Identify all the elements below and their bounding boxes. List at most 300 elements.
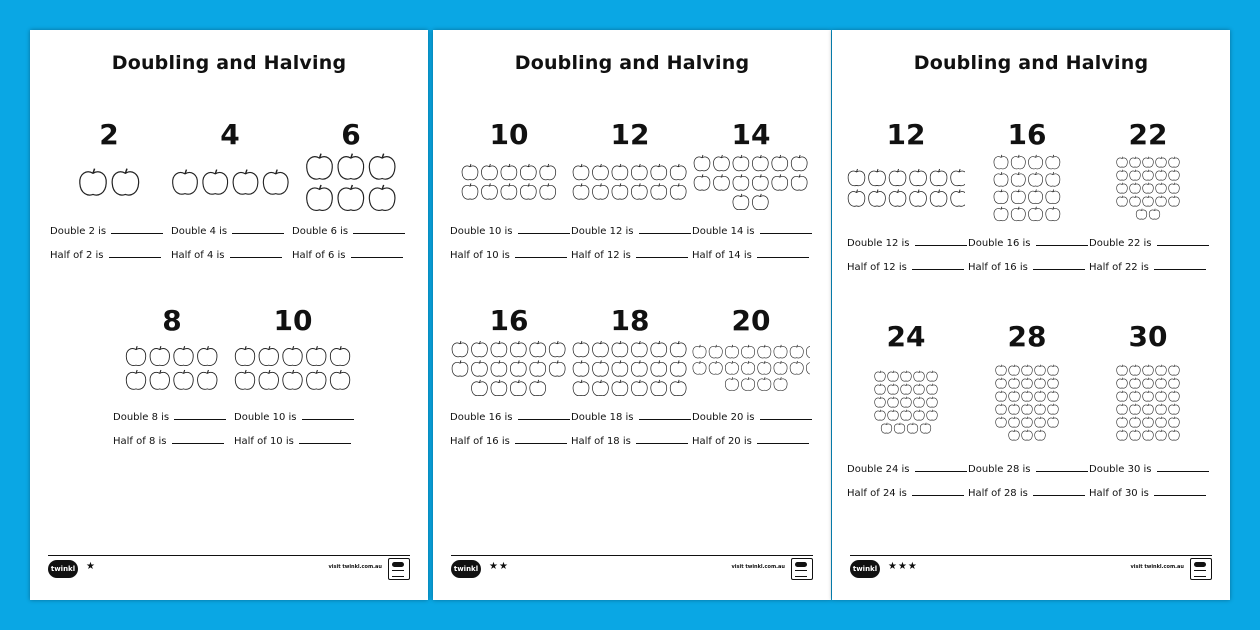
answer-blank[interactable] — [232, 223, 284, 234]
apple-icon — [901, 410, 912, 421]
answer-blank[interactable] — [912, 259, 964, 270]
apple-icon — [472, 341, 488, 357]
answer-blank[interactable] — [111, 223, 163, 234]
apple-icon — [1011, 172, 1025, 186]
apple-icon — [772, 174, 788, 190]
double-prompt: Double 22 is — [1089, 232, 1207, 256]
apple-icon — [927, 384, 938, 395]
apple-icon — [651, 341, 667, 357]
apple-group — [692, 338, 810, 398]
apple-icon — [1046, 155, 1060, 169]
apple-icon — [1009, 416, 1020, 427]
apple-group — [113, 338, 231, 398]
apple-icon — [714, 174, 730, 190]
apple-icon — [1046, 172, 1060, 186]
apple-icon — [127, 346, 146, 365]
apple-icon — [1035, 390, 1046, 401]
apple-icon — [914, 384, 925, 395]
apple-group — [571, 152, 689, 212]
apple-icon — [612, 360, 628, 376]
problem-number: 12 — [610, 118, 650, 151]
answer-blank[interactable] — [757, 247, 809, 258]
double-prompt: Double 16 is — [968, 232, 1086, 256]
apple-icon — [725, 378, 738, 391]
apple-grid — [78, 167, 140, 197]
apple-icon — [996, 377, 1007, 388]
apple-icon — [1143, 196, 1154, 207]
apple-icon — [1029, 207, 1043, 221]
apple-icon — [1046, 190, 1060, 204]
apple-icon — [1130, 403, 1141, 414]
problem-cell — [113, 304, 231, 454]
answer-blank[interactable] — [302, 409, 354, 420]
apple-icon — [910, 190, 927, 207]
apple-icon — [452, 360, 468, 376]
worksheet-1 — [30, 30, 428, 600]
problem-cell — [968, 118, 1086, 280]
apple-icon — [733, 155, 749, 171]
apple-icon — [994, 190, 1008, 204]
apple-icon — [150, 370, 169, 389]
apple-icon — [236, 370, 255, 389]
apple-icon — [331, 346, 350, 365]
half-prompt: Half of 6 is — [292, 244, 410, 268]
answer-blank[interactable] — [351, 247, 403, 258]
site-url: visit twinkl.com.au — [328, 564, 382, 570]
problem-cell — [450, 118, 568, 268]
apple-icon — [927, 371, 938, 382]
problem-number: 18 — [610, 304, 650, 337]
apple-icon — [741, 378, 754, 391]
apple-icon — [112, 169, 138, 195]
apple-icon — [671, 379, 687, 395]
double-prompt: Double 18 is — [571, 406, 689, 430]
apple-icon — [1022, 377, 1033, 388]
apple-grid — [692, 344, 810, 391]
apple-icon — [741, 361, 754, 374]
apple-icon — [709, 361, 722, 374]
problem-number: 10 — [273, 304, 313, 337]
answer-blank[interactable] — [912, 485, 964, 496]
answer-blank[interactable] — [915, 461, 967, 472]
apple-grid — [847, 168, 965, 208]
apple-icon — [792, 174, 808, 190]
apple-icon — [511, 341, 527, 357]
half-prompt: Half of 12 is — [847, 256, 965, 280]
apple-icon — [875, 371, 886, 382]
apple-grid — [572, 340, 687, 397]
apple-icon — [714, 155, 730, 171]
apple-icon — [1130, 157, 1141, 168]
apple-icon — [198, 346, 217, 365]
apple-icon — [790, 361, 803, 374]
apple-icon — [1136, 209, 1147, 220]
half-prompt: Half of 10 is — [234, 430, 352, 454]
apple-icon — [806, 345, 810, 358]
apple-icon — [894, 423, 905, 434]
apple-group — [450, 338, 568, 398]
apple-icon — [573, 360, 589, 376]
answer-blank[interactable] — [515, 247, 567, 258]
apple-icon — [1046, 207, 1060, 221]
answer-blank[interactable] — [299, 433, 351, 444]
answer-blank[interactable] — [1157, 235, 1209, 246]
apple-icon — [1029, 155, 1043, 169]
apple-icon — [1117, 403, 1128, 414]
apple-icon — [994, 172, 1008, 186]
apple-icon — [1143, 183, 1154, 194]
apple-icon — [996, 364, 1007, 375]
apple-icon — [901, 384, 912, 395]
apple-icon — [283, 346, 302, 365]
answer-blank[interactable] — [1036, 461, 1088, 472]
apple-icon — [370, 153, 396, 178]
apple-group — [234, 338, 352, 398]
apple-grid — [993, 154, 1061, 222]
answer-blank[interactable] — [915, 235, 967, 246]
apple-icon — [994, 155, 1008, 169]
apple-icon — [491, 360, 507, 376]
problem-cell — [50, 118, 168, 268]
apple-group — [1089, 354, 1207, 450]
answer-blank[interactable] — [1036, 235, 1088, 246]
problem-number: 2 — [99, 118, 119, 151]
apple-icon — [632, 164, 648, 180]
apple-icon — [774, 345, 787, 358]
answer-blank[interactable] — [636, 247, 688, 258]
apple-grid — [1116, 364, 1180, 441]
apple-icon — [1143, 416, 1154, 427]
apple-icon — [632, 184, 648, 200]
apple-icon — [1117, 170, 1128, 181]
apple-group — [847, 152, 965, 224]
answer-blank[interactable] — [639, 409, 691, 420]
answer-blank[interactable] — [353, 223, 405, 234]
apple-icon — [80, 169, 106, 195]
double-prompt: Double 24 is — [847, 458, 965, 482]
apple-icon — [694, 174, 710, 190]
apple-icon — [753, 193, 769, 209]
apple-icon — [888, 397, 899, 408]
problem-number: 8 — [162, 304, 182, 337]
answer-blank[interactable] — [636, 433, 688, 444]
apple-icon — [1022, 429, 1033, 440]
apple-icon — [1130, 416, 1141, 427]
apple-icon — [540, 184, 556, 200]
apple-icon — [1130, 196, 1141, 207]
problem-cell — [847, 320, 965, 506]
apple-icon — [758, 378, 771, 391]
apple-group — [968, 152, 1086, 224]
apple-icon — [472, 379, 488, 395]
problem-cell — [571, 118, 689, 268]
answer-blank[interactable] — [1033, 259, 1085, 270]
apple-icon — [331, 370, 350, 389]
answer-blank[interactable] — [1154, 485, 1206, 496]
apple-icon — [1117, 196, 1128, 207]
apple-icon — [774, 361, 787, 374]
apple-icon — [370, 185, 396, 210]
answer-blank[interactable] — [172, 433, 224, 444]
apple-icon — [1143, 403, 1154, 414]
quality-badge-icon — [388, 558, 410, 580]
apple-group — [171, 152, 289, 212]
apple-icon — [1156, 416, 1167, 427]
apple-icon — [593, 341, 609, 357]
apple-icon — [1169, 390, 1180, 401]
apple-icon — [1035, 416, 1046, 427]
apple-icon — [307, 153, 333, 178]
apple-grid — [171, 168, 289, 196]
apple-icon — [1009, 377, 1020, 388]
apple-icon — [1009, 429, 1020, 440]
worksheet-2 — [433, 30, 831, 600]
apple-icon — [875, 410, 886, 421]
problem-number: 4 — [220, 118, 240, 151]
apple-icon — [1156, 183, 1167, 194]
answer-blank[interactable] — [639, 223, 691, 234]
problem-number: 20 — [731, 304, 771, 337]
double-prompt: Double 30 is — [1089, 458, 1207, 482]
apple-icon — [914, 410, 925, 421]
answer-blank[interactable] — [760, 409, 812, 420]
apple-icon — [1035, 377, 1046, 388]
apple-icon — [520, 164, 536, 180]
apple-icon — [482, 164, 498, 180]
apple-icon — [1048, 364, 1059, 375]
apple-icon — [1048, 403, 1059, 414]
apple-icon — [511, 360, 527, 376]
problem-cell — [692, 118, 810, 268]
apple-icon — [1156, 390, 1167, 401]
apple-icon — [1169, 377, 1180, 388]
apple-icon — [632, 379, 648, 395]
apple-icon — [472, 360, 488, 376]
apple-icon — [875, 384, 886, 395]
double-prompt: Double 12 is — [571, 220, 689, 244]
answer-blank[interactable] — [230, 247, 282, 258]
half-prompt: Half of 10 is — [450, 244, 568, 268]
apple-icon — [772, 155, 788, 171]
apple-icon — [1169, 183, 1180, 194]
answer-blank[interactable] — [174, 409, 226, 420]
apple-icon — [996, 416, 1007, 427]
apple-icon — [1117, 429, 1128, 440]
apple-icon — [888, 384, 899, 395]
answer-blank[interactable] — [760, 223, 812, 234]
apple-icon — [173, 170, 198, 195]
apple-icon — [1130, 390, 1141, 401]
apple-icon — [1009, 390, 1020, 401]
double-prompt: Double 12 is — [847, 232, 965, 256]
worksheet-footer — [850, 555, 1212, 582]
apple-icon — [452, 341, 468, 357]
problem-number: 28 — [1007, 320, 1047, 353]
half-prompt: Half of 20 is — [692, 430, 810, 454]
apple-icon — [1143, 157, 1154, 168]
apple-icon — [573, 379, 589, 395]
apple-icon — [1143, 364, 1154, 375]
apple-icon — [996, 390, 1007, 401]
apple-icon — [632, 341, 648, 357]
problem-number: 16 — [1007, 118, 1047, 151]
apple-icon — [694, 155, 710, 171]
difficulty-stars: ★★★ — [888, 561, 918, 572]
apple-icon — [1143, 377, 1154, 388]
apple-icon — [1035, 429, 1046, 440]
double-prompt: Double 10 is — [450, 220, 568, 244]
apple-icon — [550, 360, 566, 376]
apple-group — [292, 152, 410, 212]
apple-icon — [1029, 172, 1043, 186]
problem-cell — [292, 118, 410, 268]
apple-icon — [875, 397, 886, 408]
apple-icon — [733, 193, 749, 209]
apple-icon — [1048, 377, 1059, 388]
site-url: visit twinkl.com.au — [731, 564, 785, 570]
apple-icon — [1156, 429, 1167, 440]
half-prompt: Half of 2 is — [50, 244, 168, 268]
apple-icon — [1143, 390, 1154, 401]
half-prompt: Half of 8 is — [113, 430, 231, 454]
apple-group — [968, 354, 1086, 450]
half-prompt: Half of 12 is — [571, 244, 689, 268]
apple-icon — [869, 190, 886, 207]
problem-cell — [234, 304, 352, 454]
double-prompt: Double 28 is — [968, 458, 1086, 482]
apple-icon — [573, 341, 589, 357]
apple-icon — [127, 370, 146, 389]
apple-icon — [1009, 364, 1020, 375]
apple-group — [847, 354, 965, 450]
apple-icon — [1117, 157, 1128, 168]
apple-icon — [889, 169, 906, 186]
apple-icon — [501, 184, 517, 200]
apple-icon — [1156, 157, 1167, 168]
apple-icon — [174, 346, 193, 365]
apple-icon — [260, 346, 279, 365]
site-url: visit twinkl.com.au — [1130, 564, 1184, 570]
answer-blank[interactable] — [1033, 485, 1085, 496]
apple-icon — [753, 155, 769, 171]
half-prompt: Half of 16 is — [450, 430, 568, 454]
apple-icon — [1169, 170, 1180, 181]
apple-icon — [501, 164, 517, 180]
problem-cell — [450, 304, 568, 454]
apple-icon — [693, 345, 706, 358]
apple-icon — [790, 345, 803, 358]
apple-icon — [927, 410, 938, 421]
double-prompt: Double 4 is — [171, 220, 289, 244]
apple-grid — [1116, 156, 1180, 220]
problem-number: 14 — [731, 118, 771, 151]
apple-icon — [1022, 416, 1033, 427]
half-prompt: Half of 22 is — [1089, 256, 1207, 280]
apple-icon — [1035, 364, 1046, 375]
problem-cell — [968, 320, 1086, 506]
apple-icon — [907, 423, 918, 434]
apple-icon — [1009, 403, 1020, 414]
apple-icon — [1156, 364, 1167, 375]
apple-icon — [593, 379, 609, 395]
apple-icon — [233, 170, 258, 195]
apple-group — [1089, 152, 1207, 224]
apple-icon — [930, 190, 947, 207]
apple-icon — [550, 341, 566, 357]
apple-icon — [930, 169, 947, 186]
answer-blank[interactable] — [518, 409, 570, 420]
apple-icon — [1048, 390, 1059, 401]
apple-icon — [198, 370, 217, 389]
apple-icon — [951, 169, 965, 186]
apple-icon — [901, 371, 912, 382]
double-prompt: Double 8 is — [113, 406, 231, 430]
apple-icon — [1130, 364, 1141, 375]
apple-icon — [888, 371, 899, 382]
half-prompt: Half of 14 is — [692, 244, 810, 268]
apple-icon — [1011, 190, 1025, 204]
apple-icon — [491, 341, 507, 357]
apple-icon — [1117, 377, 1128, 388]
half-prompt: Half of 18 is — [571, 430, 689, 454]
answer-blank[interactable] — [518, 223, 570, 234]
apple-icon — [1130, 170, 1141, 181]
answer-blank[interactable] — [1154, 259, 1206, 270]
apple-icon — [1156, 196, 1167, 207]
apple-icon — [806, 361, 810, 374]
apple-icon — [1169, 429, 1180, 440]
apple-icon — [612, 379, 628, 395]
apple-grid — [693, 154, 808, 211]
problem-number: 12 — [886, 118, 926, 151]
apple-icon — [1117, 416, 1128, 427]
problem-number: 10 — [489, 118, 529, 151]
answer-blank[interactable] — [757, 433, 809, 444]
apple-icon — [283, 370, 302, 389]
apple-icon — [1048, 416, 1059, 427]
double-prompt: Double 14 is — [692, 220, 810, 244]
apple-icon — [150, 346, 169, 365]
worksheet-footer — [48, 555, 410, 582]
apple-grid — [461, 163, 557, 200]
double-prompt: Double 20 is — [692, 406, 810, 430]
apple-grid — [451, 340, 566, 397]
twinkl-logo: twinkl — [850, 560, 880, 578]
apple-icon — [491, 379, 507, 395]
double-prompt: Double 10 is — [234, 406, 352, 430]
apple-group — [692, 152, 810, 212]
apple-icon — [901, 397, 912, 408]
apple-group — [450, 152, 568, 212]
half-prompt: Half of 4 is — [171, 244, 289, 268]
apple-icon — [651, 164, 667, 180]
apple-icon — [927, 397, 938, 408]
apple-icon — [671, 184, 687, 200]
answer-blank[interactable] — [515, 433, 567, 444]
apple-icon — [1130, 377, 1141, 388]
apple-icon — [1035, 403, 1046, 414]
apple-icon — [920, 423, 931, 434]
apple-icon — [236, 346, 255, 365]
apple-icon — [573, 164, 589, 180]
worksheet-footer — [451, 555, 813, 582]
answer-blank[interactable] — [109, 247, 161, 258]
apple-icon — [1029, 190, 1043, 204]
answer-blank[interactable] — [1157, 461, 1209, 472]
apple-icon — [671, 164, 687, 180]
apple-icon — [203, 170, 228, 195]
apple-group — [50, 152, 168, 212]
